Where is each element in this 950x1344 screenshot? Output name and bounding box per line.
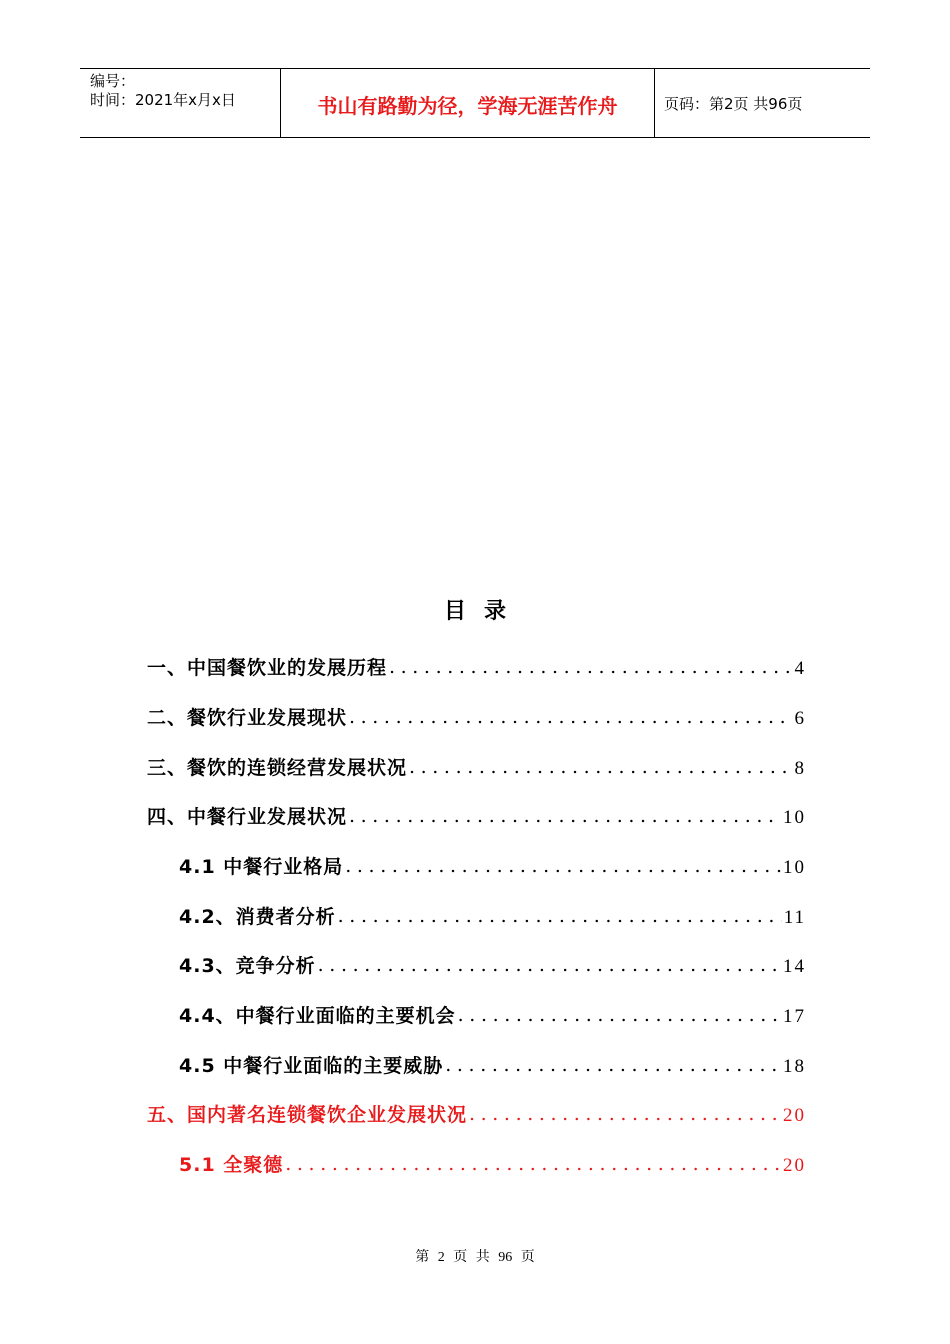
toc-title: 目录: [443, 599, 524, 624]
toc-entry[interactable]: [147, 750, 806, 780]
toc-subentry[interactable]: [179, 899, 806, 929]
toc-entry-page: 20: [783, 1105, 806, 1126]
document-header: [80, 68, 870, 138]
toc-entry-page: 17: [783, 1006, 806, 1027]
header-page-info: 页码：第2页 共96页: [664, 95, 803, 113]
toc-entry-page: 11: [783, 907, 806, 928]
toc-leader-dots: [409, 756, 792, 778]
toc-entry-label: 4.5 中餐行业面临的主要威胁: [179, 1055, 444, 1077]
toc-entry-label: 一、中国餐饮业的发展历程: [147, 657, 388, 679]
toc-entry-page: 6: [794, 708, 806, 729]
toc-entry-label: 5.1 全聚德: [179, 1154, 284, 1176]
toc-entry-label: 4.4、中餐行业面临的主要机会: [179, 1005, 456, 1027]
toc-subentry[interactable]: [179, 998, 806, 1028]
toc-leader-dots: [318, 954, 781, 976]
toc-leader-dots: [285, 1153, 781, 1175]
toc-subentry-highlighted[interactable]: [179, 1147, 806, 1177]
toc-leader-dots: [345, 855, 781, 877]
document-date: 时间：2021年x月x日: [90, 91, 236, 109]
toc-subentry[interactable]: [179, 948, 806, 978]
toc-subentry[interactable]: [179, 1048, 806, 1078]
toc-entry-label: 二、餐饮行业发展现状: [147, 707, 348, 729]
toc-entry-label: 4.2、消费者分析: [179, 906, 336, 928]
toc-entry-page: 10: [783, 807, 806, 828]
page-footer: 第 2 页 共 96 页: [415, 1250, 535, 1265]
header-motto: 书山有路勤为径，学海无涯苦作舟: [317, 94, 618, 118]
toc-entry-page: 8: [794, 758, 806, 779]
toc-leader-dots: [469, 1103, 781, 1125]
header-page-cell: [654, 69, 870, 137]
toc-entry[interactable]: [147, 799, 806, 829]
toc-subentry[interactable]: [179, 849, 806, 879]
toc-entry-label: 三、餐饮的连锁经营发展状况: [147, 757, 408, 779]
toc-leader-dots: [349, 706, 792, 728]
toc-entry-page: 18: [783, 1056, 806, 1077]
toc-entry-label: 4.3、竞争分析: [179, 955, 316, 977]
toc-entry-page: 4: [794, 658, 806, 679]
toc-entry[interactable]: [147, 700, 806, 730]
toc-leader-dots: [445, 1054, 781, 1076]
toc-leader-dots: [349, 805, 781, 827]
toc-entry-label: 4.1 中餐行业格局: [179, 856, 344, 878]
header-meta-cell: [80, 69, 280, 137]
header-motto-cell: [280, 69, 655, 137]
toc-leader-dots: [458, 1004, 781, 1026]
toc-entry-label: 五、国内著名连锁餐饮企业发展状况: [147, 1104, 468, 1126]
toc-entry[interactable]: [147, 650, 806, 680]
toc-leader-dots: [389, 656, 792, 678]
document-number-label: 编号：: [90, 72, 136, 90]
toc-leader-dots: [338, 905, 782, 927]
toc-entry-page: 10: [783, 857, 806, 878]
toc-entry-label: 四、中餐行业发展状况: [147, 806, 348, 828]
toc-entry-highlighted[interactable]: [147, 1097, 806, 1127]
toc-entry-page: 14: [783, 956, 806, 977]
toc-entry-page: 20: [783, 1155, 806, 1176]
